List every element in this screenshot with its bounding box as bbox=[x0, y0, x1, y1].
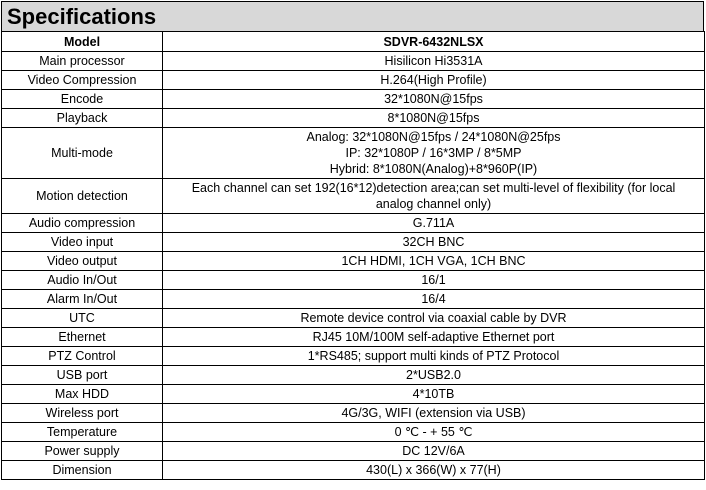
table-row bbox=[2, 90, 705, 109]
spec-table-body bbox=[2, 32, 705, 480]
spec-value-line: Hybrid: 8*1080N(Analog)+8*960P(IP) bbox=[329, 162, 538, 176]
spec-label: Dimension bbox=[2, 461, 163, 480]
spec-value-line: 32CH BNC bbox=[402, 235, 465, 249]
spec-value-line: 16/1 bbox=[421, 273, 446, 287]
table-row bbox=[2, 128, 705, 179]
spec-label: Ethernet bbox=[2, 328, 163, 347]
spec-value-line: 16/4 bbox=[421, 292, 446, 306]
spec-value bbox=[163, 52, 705, 71]
spec-value bbox=[163, 179, 705, 214]
table-row bbox=[2, 252, 705, 271]
spec-value bbox=[163, 366, 705, 385]
table-row bbox=[2, 404, 705, 423]
spec-value-line: 8*1080N@15fps bbox=[387, 111, 480, 125]
spec-value bbox=[163, 109, 705, 128]
spec-value bbox=[163, 90, 705, 109]
table-row bbox=[2, 442, 705, 461]
spec-label: Video input bbox=[2, 233, 163, 252]
table-row bbox=[2, 179, 705, 214]
table-row bbox=[2, 214, 705, 233]
spec-value-line: Each channel can set 192(16*12)detection area;can set multi-level of flexibility (for local bbox=[191, 181, 676, 195]
table-row bbox=[2, 347, 705, 366]
header-model: SDVR-6432NLSX bbox=[163, 32, 705, 52]
spec-value bbox=[163, 423, 705, 442]
spec-sheet bbox=[1, 1, 704, 480]
spec-value-line: H.264(High Profile) bbox=[380, 73, 487, 87]
spec-label: Temperature bbox=[2, 423, 163, 442]
spec-value-line: 32*1080N@15fps bbox=[384, 92, 483, 106]
spec-value-line: DC 12V/6A bbox=[402, 444, 465, 458]
spec-value-line: 4*10TB bbox=[412, 387, 455, 401]
spec-value-line: 0 ℃ - + 55 ℃ bbox=[394, 425, 473, 439]
spec-label: Main processor bbox=[2, 52, 163, 71]
spec-value-line: RJ45 10M/100M self-adaptive Ethernet port bbox=[312, 330, 555, 344]
table-row bbox=[2, 461, 705, 480]
table-row bbox=[2, 109, 705, 128]
spec-label: Alarm In/Out bbox=[2, 290, 163, 309]
spec-label: Playback bbox=[2, 109, 163, 128]
table-row bbox=[2, 52, 705, 71]
spec-value bbox=[163, 271, 705, 290]
spec-value bbox=[163, 290, 705, 309]
spec-value bbox=[163, 347, 705, 366]
spec-label: USB port bbox=[2, 366, 163, 385]
spec-value-line: Remote device control via coaxial cable by DVR bbox=[300, 311, 567, 325]
spec-value-line: IP: 32*1080P / 16*3MP / 8*5MP bbox=[345, 146, 522, 160]
spec-value bbox=[163, 404, 705, 423]
spec-label: PTZ Control bbox=[2, 347, 163, 366]
table-row bbox=[2, 366, 705, 385]
spec-value bbox=[163, 71, 705, 90]
spec-value bbox=[163, 128, 705, 179]
spec-value-line: 2*USB2.0 bbox=[406, 368, 461, 382]
spec-value-line: 1CH HDMI, 1CH VGA, 1CH BNC bbox=[341, 254, 526, 268]
spec-value-line: Analog: 32*1080N@15fps / 24*1080N@25fps bbox=[306, 130, 561, 144]
spec-value-line: analog channel only) bbox=[375, 197, 492, 211]
spec-label: Audio In/Out bbox=[2, 271, 163, 290]
spec-label: Video Compression bbox=[2, 71, 163, 90]
spec-label: UTC bbox=[2, 309, 163, 328]
table-row bbox=[2, 71, 705, 90]
table-row bbox=[2, 423, 705, 442]
table-row bbox=[2, 385, 705, 404]
spec-label: Max HDD bbox=[2, 385, 163, 404]
spec-value bbox=[163, 214, 705, 233]
table-row bbox=[2, 309, 705, 328]
spec-value-line: Hisilicon Hi3531A bbox=[384, 54, 483, 68]
table-row bbox=[2, 290, 705, 309]
spec-table bbox=[1, 31, 705, 480]
spec-value bbox=[163, 233, 705, 252]
table-header-row bbox=[2, 32, 705, 52]
spec-label: Motion detection bbox=[2, 179, 163, 214]
spec-value bbox=[163, 461, 705, 480]
spec-value-line: G.711A bbox=[412, 216, 455, 230]
table-row bbox=[2, 271, 705, 290]
spec-value bbox=[163, 442, 705, 461]
table-row bbox=[2, 233, 705, 252]
header-label: Model bbox=[2, 32, 163, 52]
spec-label: Encode bbox=[2, 90, 163, 109]
spec-label: Video output bbox=[2, 252, 163, 271]
spec-value-line: 430(L) x 366(W) x 77(H) bbox=[366, 463, 501, 477]
table-row bbox=[2, 328, 705, 347]
spec-value-line: 4G/3G, WIFI (extension via USB) bbox=[341, 406, 526, 420]
spec-value bbox=[163, 252, 705, 271]
spec-label: Power supply bbox=[2, 442, 163, 461]
spec-value bbox=[163, 385, 705, 404]
spec-label: Wireless port bbox=[2, 404, 163, 423]
spec-value-line: 1*RS485; support multi kinds of PTZ Protocol bbox=[307, 349, 560, 363]
spec-label: Audio compression bbox=[2, 214, 163, 233]
page-title: Specifications bbox=[1, 1, 704, 31]
spec-value bbox=[163, 309, 705, 328]
spec-value bbox=[163, 328, 705, 347]
spec-label: Multi-mode bbox=[2, 128, 163, 179]
